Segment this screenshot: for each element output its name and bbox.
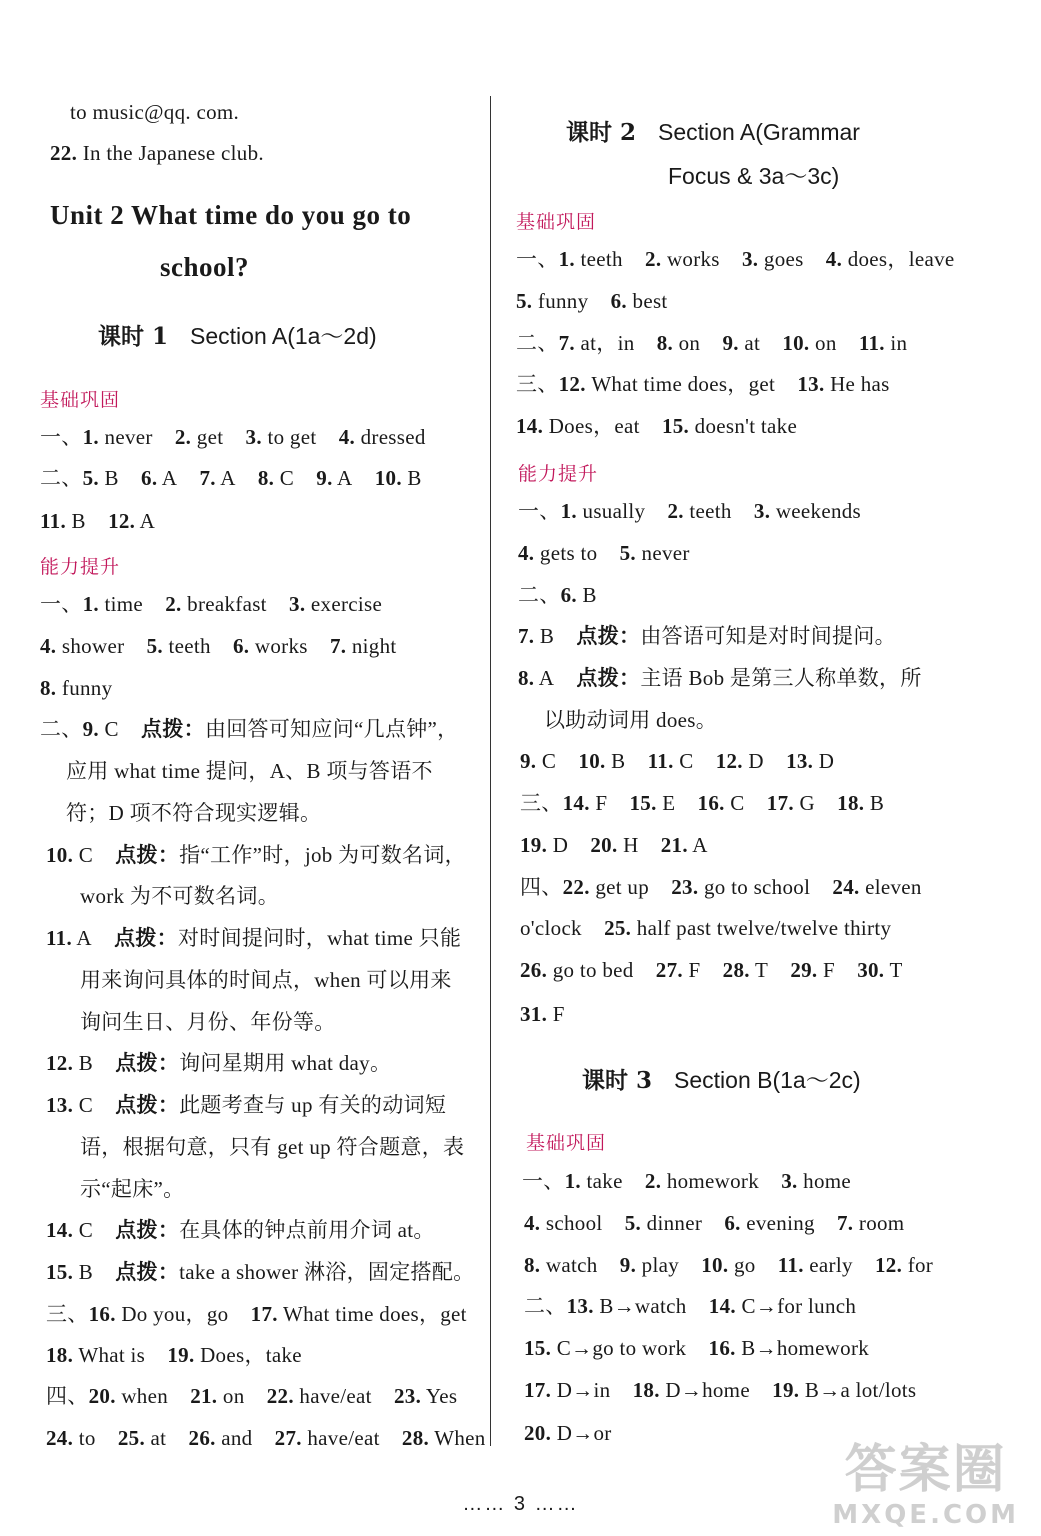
answer-line: 12. B 点拨：询问星期用 what day。: [46, 1051, 392, 1075]
lesson-number: 课时 1: [98, 323, 169, 350]
section-label-basic: 基础巩固: [516, 211, 597, 233]
section-label-basic: 基础巩固: [40, 389, 121, 411]
lesson-heading-cont: [668, 158, 839, 191]
answer-line: 二、6. B: [518, 583, 597, 607]
answer-text: In the Japanese club.: [77, 141, 264, 165]
answer-line: 语，根据句意，只有 get up 符合题意，表: [80, 1135, 465, 1159]
unit-title-cont: school?: [160, 252, 250, 282]
answer-line: 31. F: [520, 1002, 565, 1026]
answer-line: 10. C 点拨：指“工作”时，job 为可数名词，: [46, 843, 466, 867]
question-number: 22.: [50, 141, 78, 165]
answer-line: 15. C→go to work 16. B→homework: [524, 1336, 870, 1360]
section-label-ability: 能力提升: [518, 463, 599, 485]
watermark-url: MXQE.COM: [832, 1500, 1019, 1530]
answer-line: 一、1. time 2. breakfast 3. exercise: [40, 592, 383, 616]
answer-line: 四、20. when 21. on 22. have/eat 23. Yes: [46, 1384, 458, 1408]
answer-line: 三、14. F 15. E 16. C 17. G 18. B: [520, 791, 885, 815]
answer-line: 8. watch 9. play 10. go 11. early 12. for: [524, 1253, 934, 1277]
answer-line: work 为不可数名词。: [80, 884, 280, 908]
answer-line: 18. What is 19. Does，take: [46, 1343, 302, 1367]
answer-line: 4. shower 5. teeth 6. works 7. night: [40, 634, 397, 658]
section-label-ability: 能力提升: [40, 556, 121, 578]
answer-line: 三、12. What time does，get 13. He has: [516, 372, 890, 396]
answer-line: 20. D→or: [524, 1421, 612, 1445]
lesson-section: Section A(1a～2d): [190, 323, 377, 349]
lesson-heading: [98, 318, 377, 351]
lesson-section-cont: Focus & 3a～3c): [668, 163, 840, 189]
answer-line: to music@qq. com.: [70, 100, 240, 124]
answer-line: 一、1. take 2. homework 3. home: [522, 1169, 851, 1193]
answer-line: 11. B 12. A: [40, 509, 156, 533]
lesson-section: Section A(Grammar: [658, 119, 860, 145]
answer-line: 17. D→in 18. D→home 19. B→a lot/lots: [524, 1378, 917, 1402]
answer-line: 7. B 点拨：由答语可知是对时间提问。: [518, 624, 896, 648]
answer-line: 15. B 点拨：take a shower 淋浴，固定搭配。: [46, 1260, 475, 1284]
answer-line: 24. to 25. at 26. and 27. have/eat 28. When: [46, 1426, 486, 1450]
lesson-number: 课时 3: [582, 1067, 653, 1094]
answer-line: 19. D 20. H 21. A: [520, 833, 708, 857]
lesson-heading: [566, 114, 860, 147]
answer-line: 14. Does，eat 15. doesn't take: [516, 414, 798, 438]
answer-line: 示“起床”。: [80, 1177, 185, 1201]
answer-line: 5. funny 6. best: [516, 289, 668, 313]
answer-line: 二、13. B→watch 14. C→for lunch: [524, 1294, 857, 1318]
answer-line: o'clock 25. half past twelve/twelve thirty: [520, 916, 892, 940]
answer-line: [50, 138, 264, 168]
answer-line: 一、1. teeth 2. works 3. goes 4. does，leave: [516, 247, 955, 271]
lesson-section: Section B(1a～2c): [674, 1067, 861, 1093]
answer-line: 一、1. never 2. get 3. to get 4. dressed: [40, 425, 426, 449]
section-label-basic: 基础巩固: [526, 1132, 607, 1154]
answer-line: 符；D 项不符合现实逻辑。: [66, 801, 322, 825]
answer-line: 4. gets to 5. never: [518, 541, 690, 565]
page-number: …… 3 ……: [462, 1493, 579, 1515]
answer-line: 二、9. C 点拨：由回答可知应问“几点钟”，: [40, 717, 459, 741]
watermark-logo: 答案圈: [844, 1440, 1007, 1500]
answer-line: 应用 what time 提问，A、B 项与答语不: [66, 759, 433, 783]
answer-line: 一、1. usually 2. teeth 3. weekends: [518, 499, 862, 523]
answer-line: 以助动词用 does。: [544, 708, 718, 732]
column-divider: [490, 96, 491, 1446]
answer-line: 14. C 点拨：在具体的钟点前用介词 at。: [46, 1218, 435, 1242]
answer-line: 4. school 5. dinner 6. evening 7. room: [524, 1211, 905, 1235]
answer-line: 用来询问具体的时间点，when 可以用来: [80, 968, 452, 992]
lesson-heading: [582, 1062, 861, 1095]
answer-line: 11. A 点拨：对时间提问时，what time 只能: [46, 926, 462, 950]
lesson-number: 课时 2: [566, 119, 637, 146]
answer-line: 26. go to bed 27. F 28. T 29. F 30. T: [520, 958, 903, 982]
unit-title: Unit 2 What time do you go to: [50, 200, 412, 230]
answer-line: 9. C 10. B 11. C 12. D 13. D: [520, 749, 835, 773]
answer-line: 三、16. Do you，go 17. What time does，get: [46, 1302, 467, 1326]
answer-line: 四、22. get up 23. go to school 24. eleven: [520, 875, 922, 899]
answer-line: 13. C 点拨：此题考查与 up 有关的动词短: [46, 1093, 447, 1117]
watermark: [832, 1440, 1019, 1530]
answer-line: 8. A 点拨：主语 Bob 是第三人称单数，所: [518, 666, 922, 690]
answer-line: 询问生日、月份、年份等。: [80, 1010, 336, 1034]
answer-line: 二、7. at，in 8. on 9. at 10. on 11. in: [516, 331, 908, 355]
answer-line: 8. funny: [40, 676, 113, 700]
answer-line: 二、5. B 6. A 7. A 8. C 9. A 10. B: [40, 466, 422, 490]
